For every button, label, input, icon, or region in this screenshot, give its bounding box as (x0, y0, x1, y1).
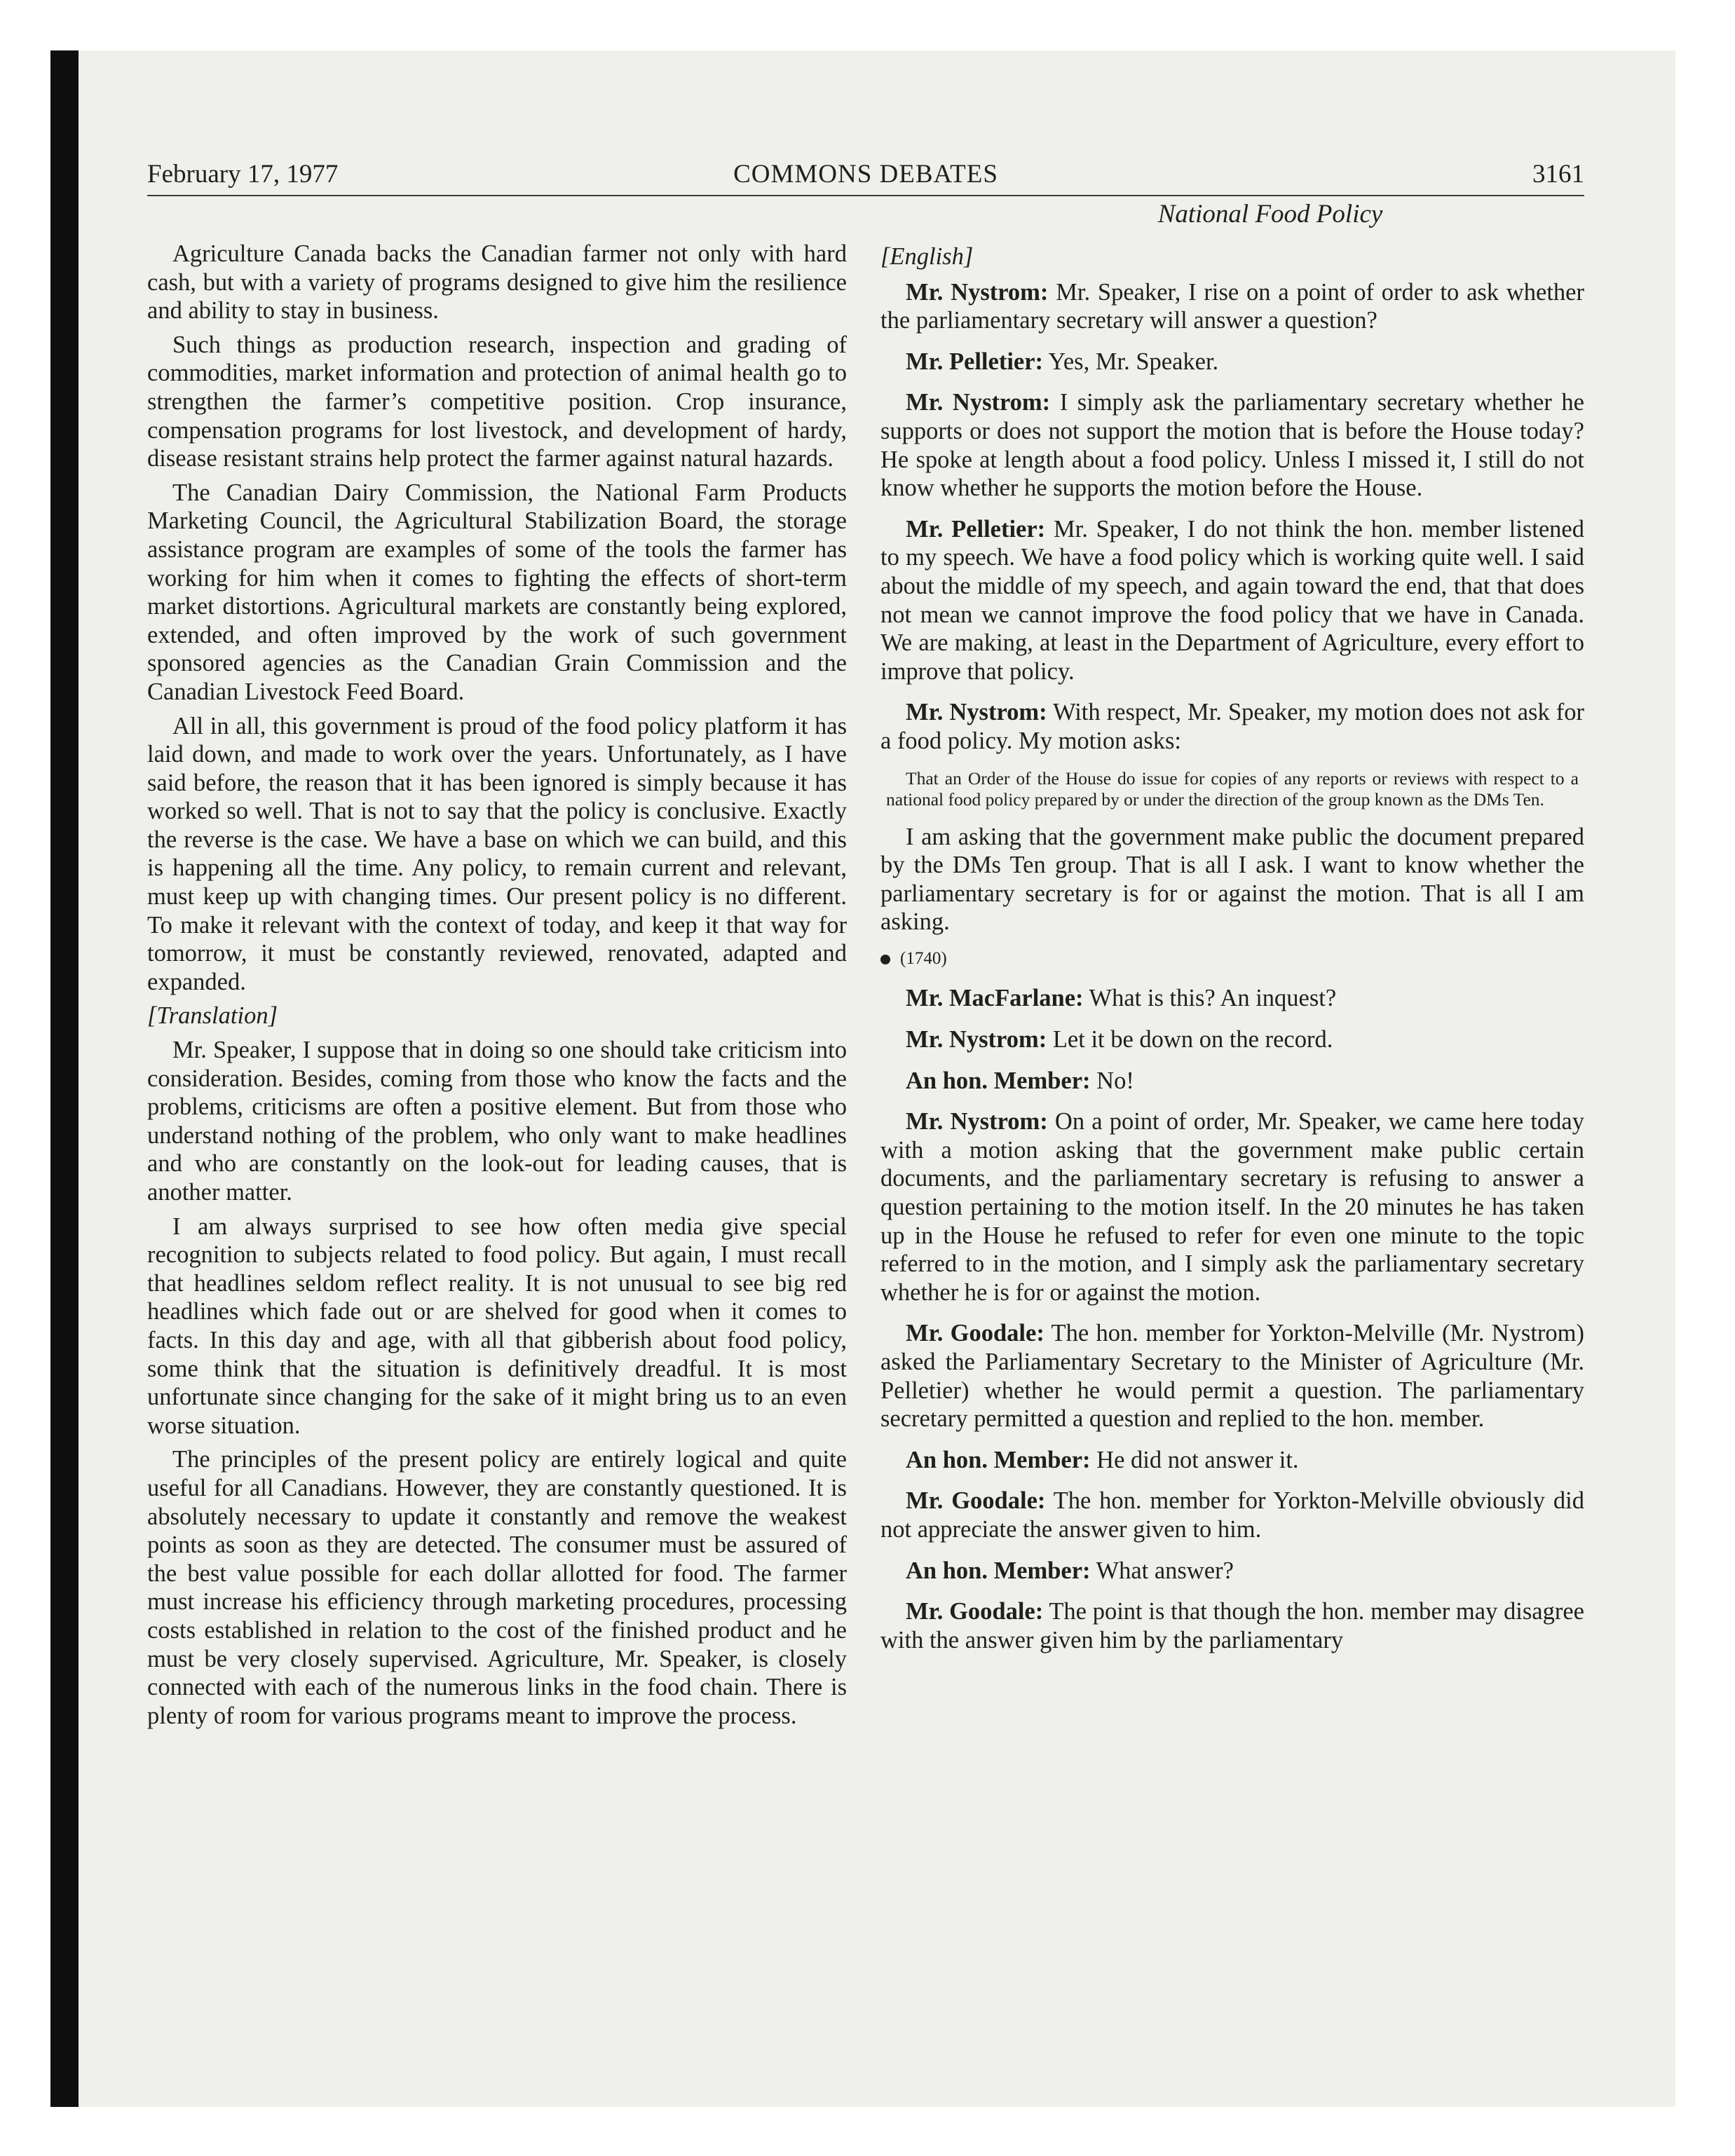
paragraph-text: On a point of order, Mr. Speaker, we came here today with a motion asking that the government make public certain documents, and the parliamentary secretary is refusing to answer a question pertaining to the motion itself. In the 20 minutes he has taken up in the House he refused to refer for even one minute to the topic referred to in the motion, and I simply ask the parliamentary secretary whether he is for or against the motion. (880, 1108, 1584, 1306)
paragraph-text: I am asking that the government make public the document prepared by the DMs Ten group. That is all I ask. I want to know whether the parliamentary secretary is for or against the motion. That is all I am asking. (880, 823, 1584, 936)
page-number: 3161 (1532, 160, 1584, 189)
speech-paragraph (880, 1067, 1584, 1096)
speaker-name: Mr. Nystrom: (906, 278, 1049, 306)
paragraph-text: Such things as production research, inspection and grading of commodities, market information and protection of animal health go to strengthen the farmer’s competitive position. Crop insurance, compensation programs for lost livestock, and development of hardy, disease resistant strains help protect the farmer against natural hazards. (147, 331, 847, 472)
speech-paragraph (880, 1487, 1584, 1543)
language-marker: [English] (880, 243, 974, 270)
speech-paragraph (880, 1025, 1584, 1054)
paragraph-text: Yes, Mr. Speaker. (1043, 348, 1219, 375)
speaker-name: Mr. Nystrom: (906, 1026, 1047, 1053)
paragraph (147, 1036, 847, 1207)
paragraph (147, 331, 847, 473)
speaker-name: Mr. Nystrom: (906, 1108, 1048, 1135)
speech-paragraph (880, 1597, 1584, 1654)
left-column (147, 240, 847, 1735)
paragraph-text: The Canadian Dairy Commission, the National Farm Products Marketing Council, the Agricultural Stabilization Board, the storage assistance program are examples of some of the tools the farmer has working for him when it comes to fighting the effects of short-term market distortions. Agricultural markets are constantly being explored, extended, and often improved by the work of such government sponsored agencies as the Canadian Grain Commission and the Canadian Livestock Feed Board. (147, 479, 847, 705)
paragraph-text: Mr. Speaker, I do not think the hon. member listened to my speech. We have a food policy which is working quite well. I said about the middle of my speech, and again toward the end, that that does not mean we cannot improve the food policy that we have in Canada. We are making, at least in the Department of Agriculture, every effort to improve that policy. (880, 515, 1584, 685)
speech-paragraph (880, 515, 1584, 686)
paragraph-text: Let it be down on the record. (1047, 1026, 1333, 1053)
speaker-name: Mr. Pelletier: (906, 348, 1044, 375)
paragraph-text: No! (1090, 1067, 1134, 1094)
paragraph-text: Agriculture Canada backs the Canadian farmer not only with hard cash, but with a variety of programs designed to give him the resilience and ability to stay in business. (147, 240, 847, 325)
paragraph-text: The point is that though the hon. member may disagree with the answer given him by the parliamentary (880, 1598, 1584, 1653)
speaker-name: Mr. MacFarlane: (906, 985, 1084, 1012)
paragraph (147, 712, 847, 997)
paragraph-text: The hon. member for Yorkton-Melville (Mr. Nystrom) asked the Parliamentary Secretary to the Minister of Agriculture (Mr. Pelletier) whether he would permit a question. The parliamentary secretary permitted a question and replied to the hon. member. (880, 1320, 1584, 1433)
language-marker: [Translation] (147, 1002, 278, 1030)
motion-quote: That an Order of the House do issue for copies of any reports or reviews with respect to a national food policy prepared by or under the direction of the group known as the DMs Ten. (886, 767, 1579, 810)
speaker-name: An hon. Member: (906, 1557, 1091, 1584)
scanned-page (50, 50, 1675, 2107)
paragraph-text: I simply ask the parliamentary secretary whether he supports or does not support the motion that is before the House today? He spoke at length about a food policy. Unless I missed it, I still do not know whether he supports the motion before the House. (880, 389, 1584, 502)
paragraph (147, 1213, 847, 1440)
time-marker-text: (1740) (900, 948, 947, 968)
paragraph-text: With respect, Mr. Speaker, my motion does not ask for a food policy. My motion asks: (880, 699, 1584, 754)
speaker-name: An hon. Member: (906, 1446, 1091, 1473)
paragraph-text: He did not answer it. (1090, 1446, 1299, 1473)
speech-paragraph (880, 278, 1584, 335)
paragraph-text: What answer? (1090, 1557, 1234, 1584)
speaker-name: Mr. Nystrom: (906, 699, 1047, 726)
paragraph (147, 479, 847, 707)
paragraph-text: All in all, this government is proud of the food policy platform it has laid down, and made to work over the years. Unfortunately, as I have said before, the reason that it has been ignored is simply because it has worked so well. That is not to say that the policy is conclusive. Exactly the reverse is the case. We have a base on which we can build, and this is happening all the time. Any policy, to remain current and relevant, must keep up with changing times. Our present policy is no different. To make it relevant with the context of today, and keep it that way for tomorrow, it must be constantly reviewed, renovated, adapted and expanded. (147, 712, 847, 995)
speaker-name: Mr. Goodale: (906, 1320, 1045, 1347)
paragraph-text: What is this? An inquest? (1083, 985, 1337, 1012)
speech-paragraph (880, 1446, 1584, 1475)
page-header (147, 150, 1584, 196)
speech-paragraph (880, 1557, 1584, 1585)
paragraph (147, 1445, 847, 1730)
paragraph-text: I am always surprised to see how often media give special recognition to subjects related to food policy. But again, I must recall that headlines seldom reflect reality. It is not unusual to see big red headlines which fade out or are shelved for good when it comes to facts. In this day and age, with all that gibberish about food policy, some think that the situation is definitively dreadful. It is most unfortunate since changing for the sake of it might bring us to an even worse situation. (147, 1213, 847, 1439)
header-title: COMMONS DEBATES (733, 160, 998, 189)
paragraph-text: Mr. Speaker, I rise on a point of order to ask whether the parliamentary secretary will answer a question? (880, 278, 1584, 334)
speaker-name: Mr. Pelletier: (906, 515, 1046, 543)
speech-paragraph (880, 984, 1584, 1013)
speech-paragraph (880, 698, 1584, 755)
paragraph-text: Mr. Speaker, I suppose that in doing so one should take criticism into consideration. Besides, coming from those who know the facts and the problems, criticisms are often a positive element. But from those who understand nothing of the problem, who only want to make headlines and who are constantly on the look-out for leading causes, that is another matter. (147, 1037, 847, 1206)
speech-paragraph (880, 1107, 1584, 1306)
speech-paragraph (880, 1319, 1584, 1433)
section-title: National Food Policy (1157, 200, 1383, 228)
time-marker (880, 945, 1584, 974)
right-column (880, 240, 1584, 1667)
bullet-dot-icon (880, 955, 890, 964)
speaker-name: Mr. Nystrom: (906, 389, 1051, 416)
speech-paragraph (880, 348, 1584, 376)
scan-edge-bar (50, 50, 79, 2107)
speaker-name: Mr. Goodale: (906, 1598, 1044, 1625)
paragraph (147, 240, 847, 325)
speech-paragraph (880, 388, 1584, 502)
header-date: February 17, 1977 (147, 160, 339, 189)
speaker-name: Mr. Goodale: (906, 1487, 1046, 1515)
paragraph (880, 823, 1584, 936)
paragraph-text: The principles of the present policy are entirely logical and quite useful for all Canadians. However, they are constantly questioned. It is absolutely necessary to update it constantly and remove the weakest points as soon as they are detected. The consumer must be assured of the best value possible for each dollar allotted for food. The farmer must increase his efficiency through marketing procedures, processing costs established in relation to the cost of the finished product and he must be very closely supervised. Agriculture, Mr. Speaker, is closely connected with each of the numerous links in the food chain. There is plenty of room for various programs meant to improve the process. (147, 1446, 847, 1729)
paragraph-text: The hon. member for Yorkton-Melville obviously did not appreciate the answer given to him. (880, 1487, 1584, 1543)
speaker-name: An hon. Member: (906, 1067, 1091, 1094)
